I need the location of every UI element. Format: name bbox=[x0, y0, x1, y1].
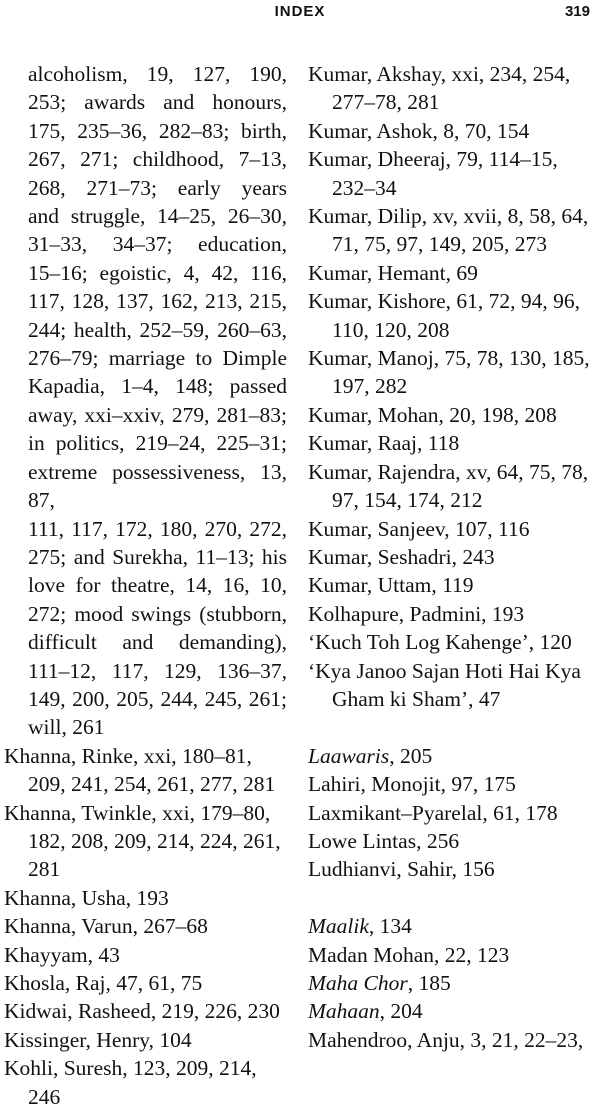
index-continuation-line: and struggle, 14–25, 26–30, bbox=[28, 204, 287, 229]
index-continuation-line: 31–33, 34–37; education, bbox=[28, 232, 287, 257]
index-entry: Ludhianvi, Sahir, 156 bbox=[308, 857, 495, 882]
index-entry: Lowe Lintas, 256 bbox=[308, 828, 460, 853]
index-entry bbox=[308, 997, 596, 1025]
page-number: 319 bbox=[564, 3, 590, 20]
running-head-title: INDEX bbox=[274, 3, 326, 20]
index-continuation-line: love for theatre, 14, 16, 10, bbox=[28, 573, 287, 598]
index-entry: Kumar, Rajendra, xv, 64, 75, 78, 97, 154, 174, 212 bbox=[308, 459, 589, 513]
index-continuation-line: extreme possessiveness, 13, 87, bbox=[28, 459, 287, 513]
index-continuation-line: 272; mood swings (stubborn, bbox=[28, 601, 287, 626]
index-continuation-line: difficult and demanding), bbox=[28, 630, 287, 655]
index-entry bbox=[308, 969, 596, 997]
index-continuation-line: Kapadia, 1–4, 148; passed bbox=[28, 374, 287, 399]
index-continuation-line: will, 261 bbox=[28, 715, 105, 740]
index-continuation-line: 111–12, 117, 129, 136–37, bbox=[28, 658, 287, 683]
page-refs: , 185 bbox=[407, 970, 451, 995]
index-entry: Khanna, Twinkle, xxi, 179–80, 182, 208, 209, 214, 224, 261, 281 bbox=[4, 800, 281, 882]
index-entry: Kumar, Sanjeev, 107, 116 bbox=[308, 516, 530, 541]
film-title: Maha Chor bbox=[308, 970, 408, 995]
index-entry: Kumar, Hemant, 69 bbox=[308, 260, 478, 285]
index-entry: Kumar, Uttam, 119 bbox=[308, 573, 474, 598]
index-entry: Mahendroo, Anju, 3, 21, 22–23, bbox=[308, 1027, 584, 1052]
page-refs: , 205 bbox=[389, 743, 433, 768]
index-continuation-line: 276–79; marriage to Dimple bbox=[28, 346, 287, 371]
page-refs: , 134 bbox=[368, 914, 412, 939]
index-entry: Khanna, Varun, 267–68 bbox=[4, 914, 208, 939]
index-entry bbox=[308, 912, 596, 940]
index-entry: Kumar, Raaj, 118 bbox=[308, 431, 460, 456]
index-continuation-line: 267, 271; childhood, 7–13, bbox=[28, 147, 287, 172]
index-entry: ‘Kuch Toh Log Kahenge’, 120 bbox=[308, 630, 572, 655]
index-entry: Kumar, Kishore, 61, 72, 94, 96, 110, 120, 208 bbox=[308, 289, 581, 342]
index-column-left bbox=[4, 60, 287, 1111]
index-entry: Kumar, Ashok, 8, 70, 154 bbox=[308, 118, 530, 143]
page-header bbox=[0, 0, 600, 30]
page-refs: , 204 bbox=[379, 999, 423, 1024]
index-continuation-line: 111, 117, 172, 180, 270, 272, bbox=[28, 516, 287, 541]
index-entry: Madan Mohan, 22, 123 bbox=[308, 942, 510, 967]
index-continuation-line: 175, 235–36, 282–83; birth, bbox=[28, 118, 287, 143]
index-entry: Kumar, Akshay, xxi, 234, 254, 277–78, 281 bbox=[308, 62, 571, 115]
index-entry: Laxmikant–Pyarelal, 61, 178 bbox=[308, 800, 558, 825]
index-entry: Kolhapure, Padmini, 193 bbox=[308, 601, 525, 626]
letter-group-gap bbox=[308, 884, 596, 912]
index-continuation-line: alcoholism, 19, 127, 190, bbox=[28, 62, 287, 86]
film-title: Mahaan bbox=[308, 999, 380, 1024]
index-entry: Kumar, Dilip, xv, xvii, 8, 58, 64, 71, 75, 97, 149, 205, 273 bbox=[308, 204, 589, 257]
index-continuation-line: in politics, 219–24, 225–31; bbox=[28, 431, 287, 456]
index-entry: Kumar, Mohan, 20, 198, 208 bbox=[308, 402, 557, 427]
index-entry: Khanna, Usha, 193 bbox=[4, 885, 169, 910]
index-entry: ‘Kya Janoo Sajan Hoti Hai Kya Gham ki Sham’, 47 bbox=[308, 658, 581, 711]
index-continuation-line: away, xxi–xxiv, 279, 281–83; bbox=[28, 402, 287, 427]
index-entry: Kumar, Manoj, 75, 78, 130, 185, 197, 282 bbox=[308, 346, 590, 399]
letter-group-gap bbox=[308, 713, 596, 741]
index-column-right bbox=[308, 60, 596, 1054]
index-continuation-line: 275; and Surekha, 11–13; his bbox=[28, 544, 287, 569]
index-continuation-line: 268, 271–73; early years bbox=[28, 175, 287, 200]
index-entry: Kissinger, Henry, 104 bbox=[4, 1027, 192, 1052]
index-entry: Khosla, Raj, 47, 61, 75 bbox=[4, 971, 203, 995]
index-entry: Kohli, Suresh, 123, 209, 214, 246 bbox=[4, 1056, 257, 1109]
film-title: Laawaris bbox=[308, 743, 390, 768]
index-entry: Lahiri, Monojit, 97, 175 bbox=[308, 772, 516, 797]
index-continuation-line: 15–16; egoistic, 4, 42, 116, bbox=[28, 260, 287, 285]
index-continuation-line: 117, 128, 137, 162, 213, 215, bbox=[28, 289, 287, 314]
index-entry bbox=[308, 742, 596, 770]
index-continuation-line: 244; health, 252–59, 260–63, bbox=[28, 317, 287, 342]
index-entry: Khayyam, 43 bbox=[4, 942, 120, 967]
index-continuation-line: 253; awards and honours, bbox=[28, 90, 287, 115]
index-entry: Kidwai, Rasheed, 219, 226, 230 bbox=[4, 999, 280, 1024]
film-title: Maalik bbox=[308, 914, 369, 939]
index-entry: Kumar, Dheeraj, 79, 114–15, 232–34 bbox=[308, 147, 558, 200]
index-continuation-line: 149, 200, 205, 244, 245, 261; bbox=[28, 686, 287, 711]
index-entry: Khanna, Rinke, xxi, 180–81, 209, 241, 254, 261, 277, 281 bbox=[4, 743, 276, 797]
index-entry: Kumar, Seshadri, 243 bbox=[308, 544, 495, 569]
